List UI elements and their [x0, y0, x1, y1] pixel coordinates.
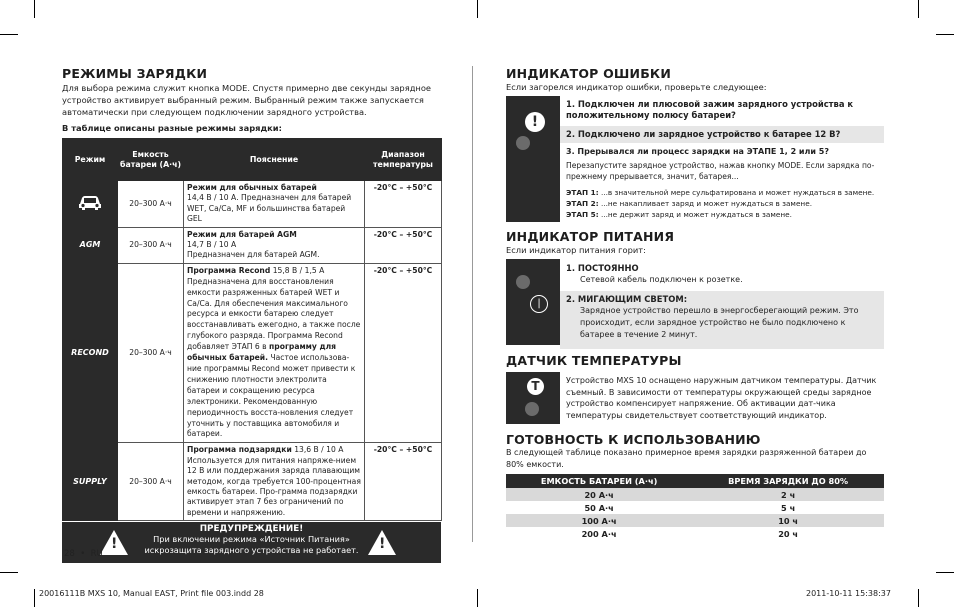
error-icon: ! [525, 112, 545, 132]
modes-table-header [63, 139, 442, 181]
error-items [560, 96, 884, 220]
warning-box [62, 522, 441, 563]
warning-text: При включении режима «Источник Питания» [153, 534, 350, 545]
modes-table [62, 138, 442, 521]
table-row [63, 227, 442, 263]
indicator-dot-icon [516, 136, 530, 150]
crop-mark [936, 572, 954, 573]
mode-title: Режим для батарей AGM [187, 229, 297, 239]
capacity-cell: 20–300 А·ч [118, 227, 184, 263]
mode-title-suffix: 15,8 В / 1,5 А [270, 265, 325, 275]
table-row [63, 181, 442, 228]
power-indicator-section [506, 229, 884, 256]
stage-1 [566, 187, 878, 198]
mode-description: Частое использова-ние программы Recond может привести к снижению плотности электролита батареи и сокращению ресурса электроники. Рекомендованную периодичность восста-новления следует уточнить у поставщика автомобиля и батареи. [187, 353, 356, 439]
charging-modes-title: РЕЖИМЫ ЗАРЯДКИ [62, 66, 208, 81]
ready-intro: В следующей таблице показано примерное время зарядки разряженной батареи до 80% емкости. [506, 448, 867, 469]
explanation-cell [184, 181, 365, 228]
power-item-1 [560, 259, 884, 291]
error-indicator-title: ИНДИКАТОР ОШИБКИ [506, 66, 672, 81]
mode-title: Программа Recond [187, 265, 271, 275]
explanation-cell [184, 263, 365, 443]
warning-text: искрозащита зарядного устройства не работает. [144, 545, 359, 556]
page-bullet: • [80, 549, 86, 559]
crop-mark [34, 589, 35, 607]
stage-label: ЭТАП 2: [566, 199, 599, 208]
stage-2 [566, 198, 878, 209]
time-value: 20 ч [778, 528, 799, 539]
capacity-cell: 20–300 А·ч [118, 181, 184, 228]
car-icon [77, 193, 103, 211]
warning-icon: ! [368, 530, 396, 555]
capacity-value: 50 А·ч [584, 502, 614, 513]
header-capacity: ЕМКОСТЬ БАТАРЕИ (А·ч) [506, 474, 692, 488]
warning-title: ПРЕДУПРЕЖДЕНИЕ! [199, 524, 304, 535]
mode-title: Режим для обычных батарей [187, 183, 317, 192]
temperature-icon: T [527, 378, 544, 395]
column-divider [472, 66, 473, 542]
slug-file: 20016111B MXS 10, Manual EAST, Print file 003.indd 28 [39, 589, 264, 598]
mode-normal-cell [63, 181, 118, 228]
temp-sensor-section [506, 353, 884, 368]
error-icon-column [506, 96, 560, 222]
power-item-1-title: 1. ПОСТОЯННО [566, 263, 639, 273]
table-row [63, 263, 442, 443]
temp-sensor-title: ДАТЧИК ТЕМПЕРАТУРЫ [506, 353, 682, 368]
crop-mark [918, 589, 919, 607]
indicator-dot-icon [525, 402, 539, 416]
mode-title: Программа подзарядки [187, 445, 292, 455]
ready-table [506, 474, 884, 540]
power-icon-column [506, 259, 560, 345]
error-item-2: 2. Подключено ли зарядное устройство к батарее 12 В? [560, 126, 884, 143]
error-indicator-section [506, 66, 884, 93]
stage-label: ЭТАП 5: [566, 210, 599, 219]
table-row [506, 514, 884, 527]
stage-5 [566, 209, 878, 220]
ready-title: ГОТОВНОСТЬ К ИСПОЛЬЗОВАНИЮ [506, 432, 761, 447]
power-indicator-title: ИНДИКАТОР ПИТАНИЯ [506, 229, 675, 244]
stage-text: ...не держит заряд и может нуждаться в замене. [598, 210, 792, 219]
mode-description: Предназначена для восстановления емкости разряженных батарей WET и Ca/Ca. Для обеспечения максимального ресурса и емкости батарею следует восстанавливать ежегодно, а также после глубокого разряда. Программа Recond добавляет ЭТАП 6 в [187, 276, 361, 352]
power-item-2-text: Зарядное устройство перешло в энергосберегающий режим. Это происходит, если зарядное устройство не было подключено к батарее в течение 2 минут. [580, 306, 859, 339]
table-row [506, 488, 884, 501]
slug-date: 2011-10-11 15:38:37 [806, 589, 891, 598]
charging-modes-section [62, 66, 442, 563]
page-language: RU [90, 549, 103, 559]
indicator-dot-icon [516, 275, 530, 289]
charging-modes-intro: Для выбора режима служит кнопка MODE. Спустя примерно две секунды зарядное устройство активирует выбранный режим. Выбранный режим также запускается автоматически при следующем подключении зарядного устройства. [62, 83, 432, 117]
header-explanation: Пояснение [184, 139, 365, 181]
page-number-value: 28 [64, 549, 75, 559]
mode-description: Предназначен для батарей AGM. [187, 250, 320, 260]
warning-icon: ! [100, 530, 128, 555]
mode-description: 14,7 В / 10 А [187, 240, 237, 250]
capacity-cell: 20–300 А·ч [118, 443, 184, 521]
mode-title-suffix: 13,6 В / 10 А [291, 445, 344, 455]
capacity-cell: 20–300 А·ч [118, 263, 184, 443]
mode-description: Используется для питания напряже-нием 12 В или поддержания заряда плавающим методом, когда требуется 100-процентная емкость батареи. Про-грамма подзарядки активирует этап 7 без ограничений по времени и напряжению. [187, 455, 361, 517]
error-item-3-text: Перезапустите зарядное устройство, нажав кнопку MODE. Если зарядка по-прежнему прерывается, значит, батарея... [566, 161, 875, 181]
stage-text: ...не накапливает заряд и может нуждаться в замене. [598, 199, 813, 208]
ready-section [506, 432, 884, 540]
capacity-value: 200 А·ч [581, 528, 617, 539]
power-icon: | [530, 295, 548, 313]
crop-mark [477, 0, 478, 18]
header-capacity: Емкость батареи (А·ч) [118, 139, 184, 181]
power-item-1-text: Сетевой кабель подключен к розетке. [580, 275, 743, 284]
ready-table-header [506, 474, 884, 488]
power-item-2 [560, 291, 884, 349]
header-mode: Режим [63, 139, 118, 181]
error-item-1: 1. Подключен ли плюсовой зажим зарядного устройства к положительному полюсу батареи? [566, 99, 854, 120]
table-caption: В таблице описаны разные режимы зарядки: [62, 123, 282, 133]
table-row [506, 527, 884, 540]
temperature-cell: -20°C – +50°C [365, 181, 442, 228]
mode-description: 14,4 В / 10 А. Предназначен для батарей WET, Ca/Ca, MF и большинства батарей GEL [187, 193, 352, 224]
mode-recond-cell: RECOND [63, 263, 118, 443]
stage-label: ЭТАП 1: [566, 188, 599, 197]
capacity-value: 20 А·ч [506, 488, 692, 501]
explanation-cell [184, 443, 365, 521]
crop-mark [936, 34, 954, 35]
temperature-cell: -20°C – +50°C [365, 443, 442, 521]
temp-icon-column [506, 372, 560, 424]
time-value: 5 ч [781, 502, 796, 513]
table-row [63, 443, 442, 521]
temperature-cell: -20°C – +50°C [365, 263, 442, 443]
temperature-cell: -20°C – +50°C [365, 227, 442, 263]
capacity-value: 100 А·ч [506, 514, 692, 527]
crop-mark [0, 572, 18, 573]
crop-mark [34, 0, 35, 18]
error-item-3: 3. Прерывался ли процесс зарядки на ЭТАПЕ 1, 2 или 5? [566, 147, 829, 156]
crop-mark [0, 34, 18, 35]
mode-description-bold: программу для обычных батарей. [187, 342, 337, 363]
table-row [506, 501, 884, 514]
temp-sensor-text: Устройство MXS 10 оснащено наружным датчиком температуры. Датчик съемный. В зависимости от температуры окружающей среды зарядное устройство компенсирует напряжение. Об активации дат-чика температуры свидетельствует соответствующий индикатор. [566, 376, 877, 420]
crop-mark [477, 589, 478, 607]
time-value: 10 ч [692, 514, 884, 527]
explanation-cell [184, 227, 365, 263]
power-indicator-intro: Если индикатор питания горит: [506, 245, 646, 255]
crop-mark [918, 0, 919, 18]
mode-agm-cell: AGM [63, 227, 118, 263]
stage-text: ...в значительной мере сульфатирована и может нуждаться в замене. [598, 188, 875, 197]
time-value: 2 ч [692, 488, 884, 501]
power-item-2-title: 2. МИГАЮЩИМ СВЕТОМ: [566, 294, 688, 304]
stage-list [560, 182, 884, 220]
header-temperature: Диапазон температуры [365, 139, 442, 181]
mode-supply-cell: SUPPLY [63, 443, 118, 521]
power-items [560, 259, 884, 349]
header-time: ВРЕМЯ ЗАРЯДКИ ДО 80% [692, 474, 884, 488]
page-number [64, 549, 103, 559]
error-indicator-intro: Если загорелся индикатор ошибки, проверьте следующее: [506, 82, 767, 92]
